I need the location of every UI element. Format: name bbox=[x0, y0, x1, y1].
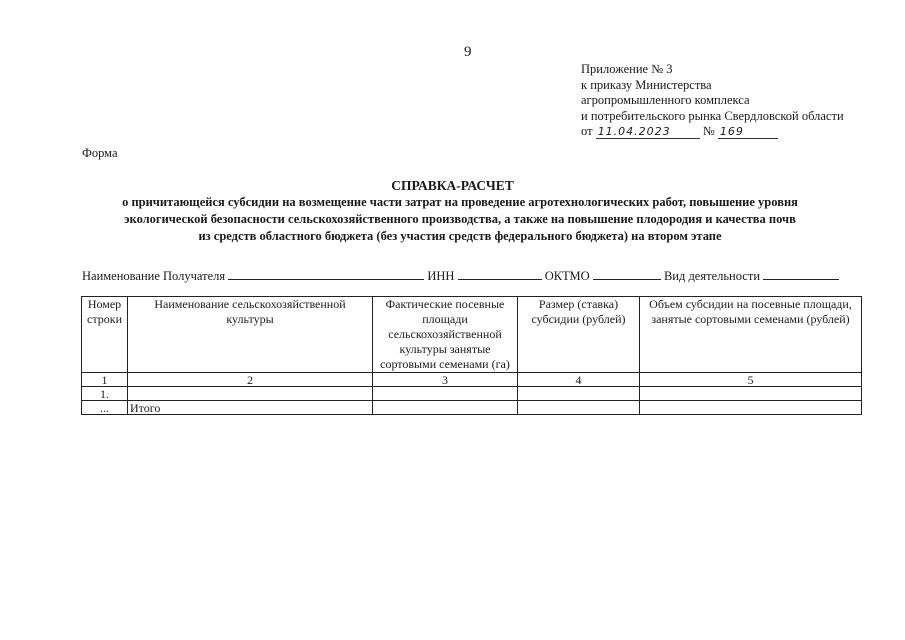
column-number-row bbox=[82, 373, 862, 387]
table-cell: 2 bbox=[128, 373, 373, 387]
activity-label: Вид деятельности bbox=[663, 269, 761, 283]
appendix-line: и потребительского рынка Свердловской области bbox=[581, 108, 844, 123]
inn-blank bbox=[458, 268, 542, 280]
header-cell: Номер строки bbox=[82, 297, 128, 373]
calculation-table bbox=[81, 296, 862, 415]
subtitle-line: экологической безопасности сельскохозяйственного производства, а также на повышение плодородия и качества почв bbox=[124, 212, 796, 226]
recipient-name-blank bbox=[228, 268, 424, 280]
document-title: СПРАВКА-РАСЧЕТ bbox=[391, 178, 514, 193]
handwritten-date: 11.04.2023 bbox=[596, 126, 700, 139]
number-label: № bbox=[702, 124, 715, 138]
table-cell bbox=[518, 387, 640, 401]
table-cell: 3 bbox=[373, 373, 518, 387]
inn-label: ИНН bbox=[427, 269, 455, 283]
handwritten-number: 169 bbox=[718, 126, 778, 139]
appendix-block bbox=[581, 62, 844, 140]
appendix-line: агропромышленного комплекса bbox=[581, 93, 750, 107]
form-label: Форма bbox=[82, 146, 118, 160]
subtitle-line: из средств областного бюджета (без участия средств федерального бюджета) на втором этапе bbox=[198, 229, 722, 243]
table-cell bbox=[128, 387, 373, 401]
header-cell: Фактические посевные площади сельскохозяйственной культуры занятые сортовыми семенами (га) bbox=[373, 297, 518, 373]
table-cell bbox=[518, 401, 640, 415]
document-subtitle bbox=[110, 194, 810, 245]
appendix-line: Приложение № 3 bbox=[581, 62, 673, 76]
table-row bbox=[82, 387, 862, 401]
table-cell: 5 bbox=[640, 373, 862, 387]
page-number: 9 bbox=[464, 44, 472, 60]
header-cell: Размер (ставка) субсидии (рублей) bbox=[518, 297, 640, 373]
oktmo-label: ОКТМО bbox=[544, 269, 590, 283]
header-cell: Наименование сельскохозяйственной культуры bbox=[128, 297, 373, 373]
table-cell bbox=[640, 387, 862, 401]
table-cell bbox=[373, 401, 518, 415]
activity-blank bbox=[763, 268, 839, 280]
appendix-line: к приказу Министерства bbox=[581, 77, 712, 92]
recipient-fields bbox=[82, 268, 839, 284]
subtitle-line: о причитающейся субсидии на возмещение части затрат на проведение агротехнологических работ, повышение уровня bbox=[122, 195, 798, 209]
table-header-row bbox=[82, 297, 862, 373]
table-total-row bbox=[82, 401, 862, 415]
header-cell: Объем субсидии на посевные площади, занятые сортовыми семенами (рублей) bbox=[640, 297, 862, 373]
from-label: от bbox=[581, 124, 593, 138]
appendix-date-line bbox=[581, 124, 844, 140]
table-cell bbox=[640, 401, 862, 415]
table-cell: 1 bbox=[82, 373, 128, 387]
oktmo-blank bbox=[593, 268, 661, 280]
table-cell bbox=[373, 387, 518, 401]
table-cell: ... bbox=[82, 401, 128, 415]
table-cell: 1. bbox=[82, 387, 128, 401]
recipient-name-label: Наименование Получателя bbox=[82, 269, 226, 283]
total-label-cell: Итого bbox=[128, 401, 373, 415]
table-cell: 4 bbox=[518, 373, 640, 387]
